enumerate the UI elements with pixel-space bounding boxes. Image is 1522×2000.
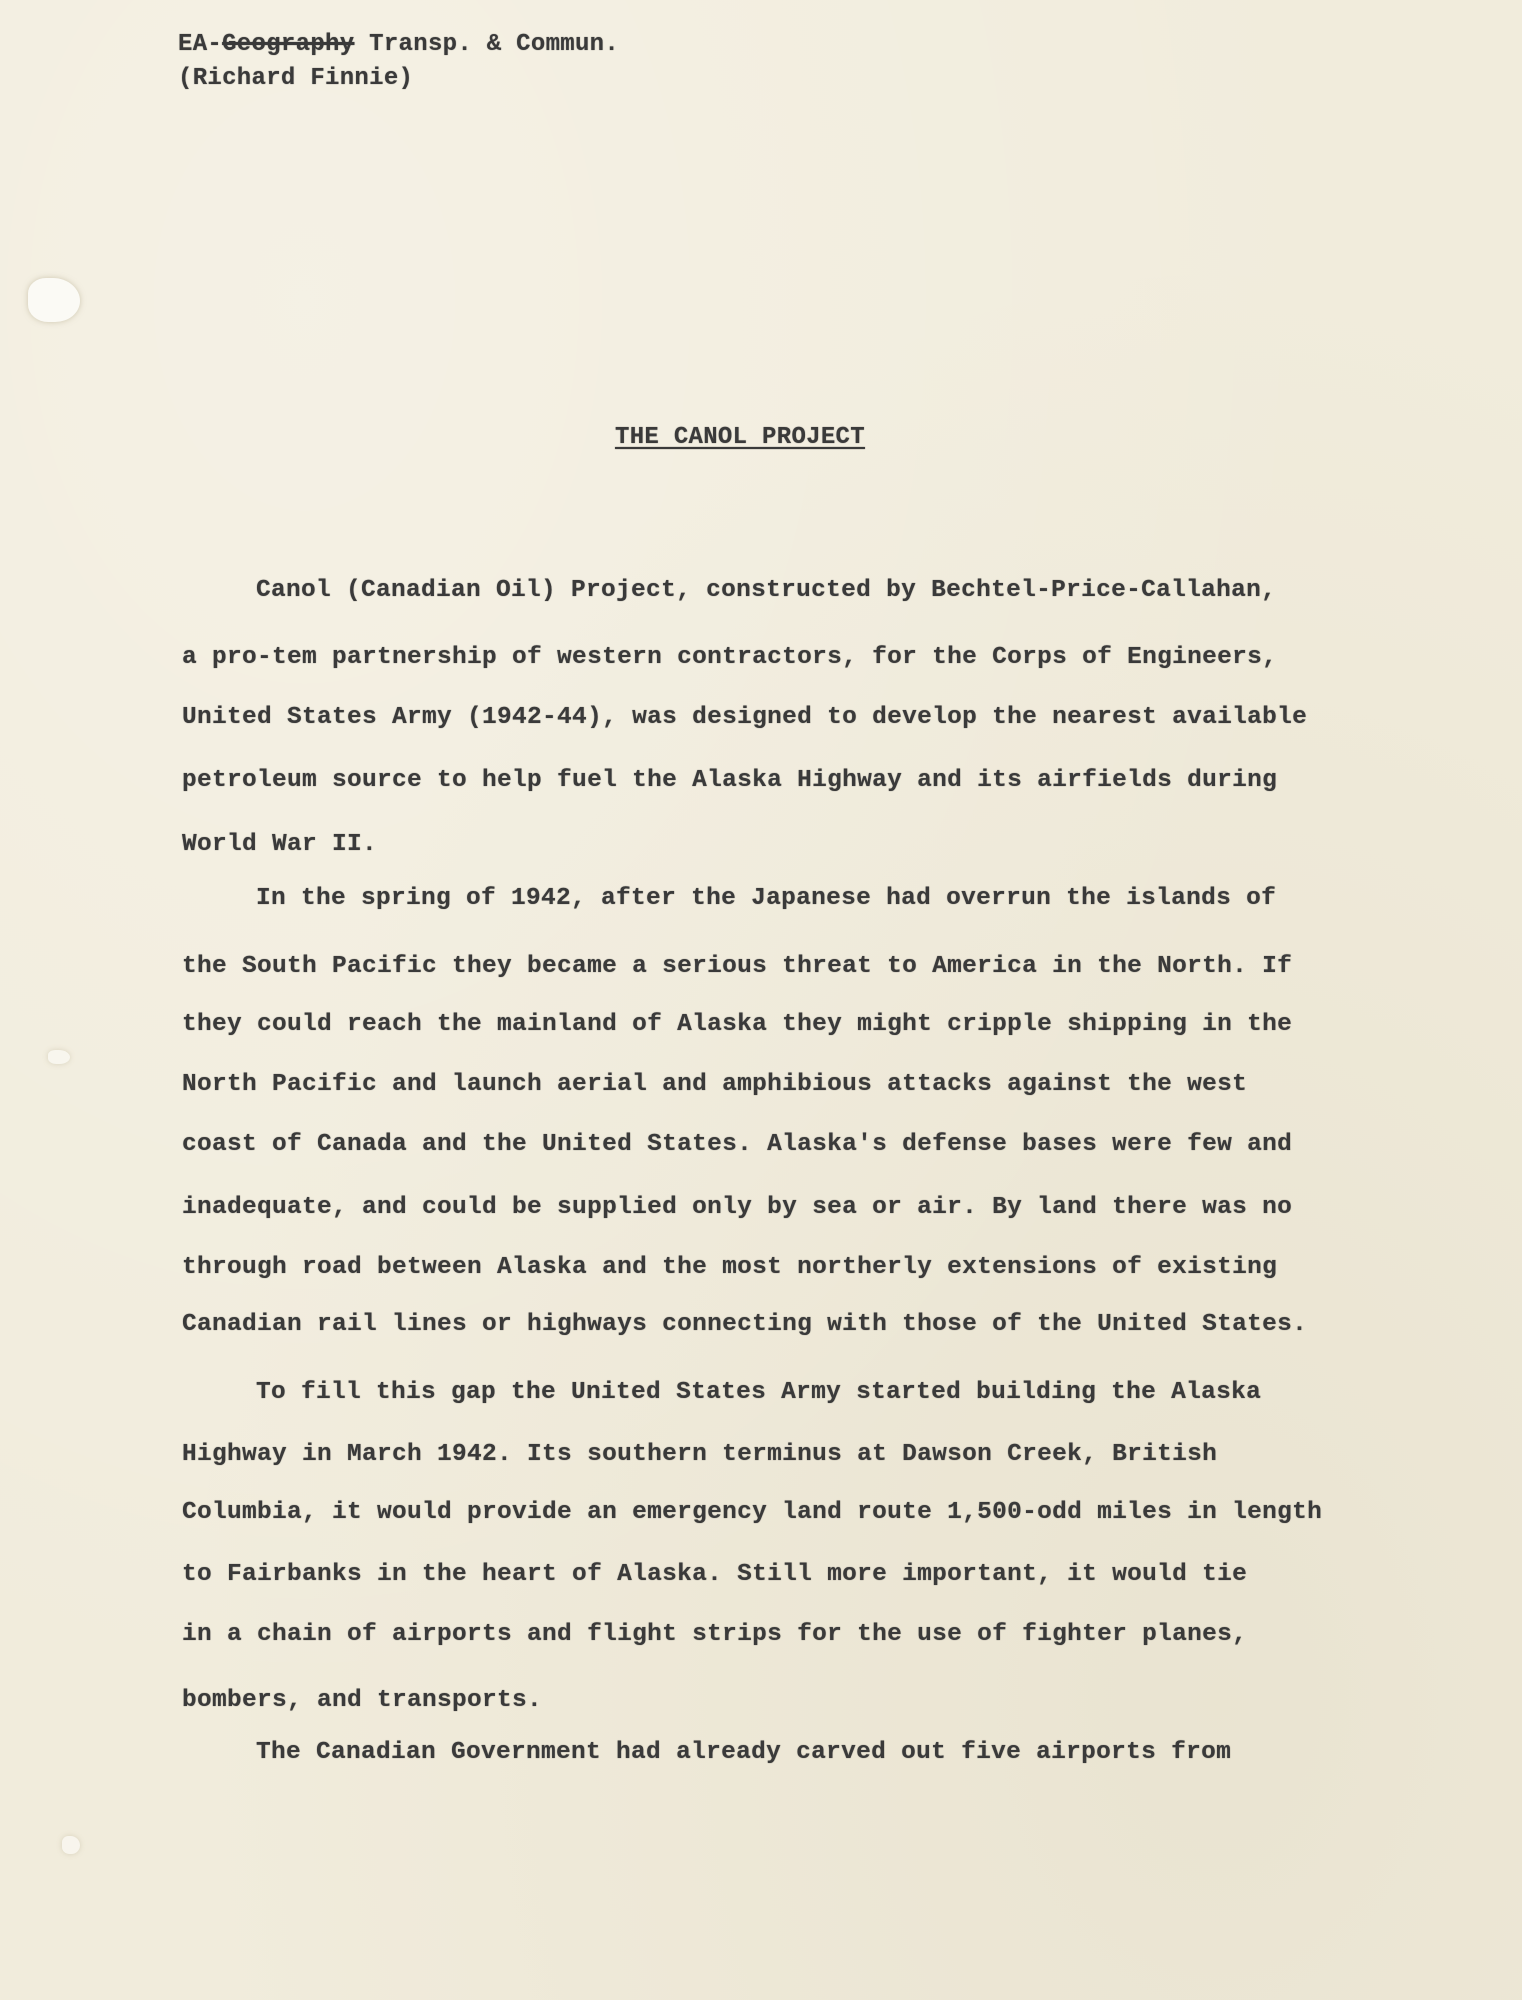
header-struck-word: Geography [222, 31, 355, 58]
body-line: the South Pacific they became a serious threat to America in the North. If [182, 953, 1293, 980]
header-category-line [178, 28, 619, 62]
paper-damage-mark [48, 1050, 70, 1064]
document-title: THE CANOL PROJECT [615, 424, 865, 451]
header-suffix: Transp. & Commun. [354, 31, 620, 58]
body-line: Canol (Canadian Oil) Project, constructed by Bechtel-Price-Callahan, [256, 577, 1277, 604]
header-author-line: (Richard Finnie) [178, 65, 414, 92]
body-line: Highway in March 1942. Its southern terminus at Dawson Creek, British [182, 1441, 1218, 1468]
body-line: coast of Canada and the United States. Alaska's defense bases were few and [182, 1131, 1293, 1158]
body-line: North Pacific and launch aerial and amphibious attacks against the west [182, 1071, 1248, 1098]
body-line: Columbia, it would provide an emergency land route 1,500-odd miles in length [182, 1499, 1323, 1526]
body-line: they could reach the mainland of Alaska they might cripple shipping in the [182, 1011, 1293, 1038]
header-prefix: EA- [178, 31, 223, 58]
body-line: United States Army (1942-44), was designed to develop the nearest available [182, 704, 1308, 731]
body-line: To fill this gap the United States Army started building the Alaska [256, 1379, 1262, 1406]
paper-damage-mark [62, 1836, 80, 1854]
document-header [178, 28, 619, 96]
body-line: inadequate, and could be supplied only by sea or air. By land there was no [182, 1194, 1293, 1221]
body-line: In the spring of 1942, after the Japanese had overrun the islands of [256, 885, 1277, 912]
body-line: in a chain of airports and flight strips for the use of fighter planes, [182, 1621, 1248, 1648]
body-line: a pro-tem partnership of western contractors, for the Corps of Engineers, [182, 644, 1278, 671]
paper-damage-mark [28, 278, 80, 322]
body-line: bombers, and transports. [182, 1687, 543, 1714]
body-line: Canadian rail lines or highways connecting with those of the United States. [182, 1311, 1308, 1338]
body-line: World War II. [182, 831, 378, 858]
body-line: petroleum source to help fuel the Alaska Highway and its airfields during [182, 767, 1278, 794]
body-line: through road between Alaska and the most northerly extensions of existing [182, 1254, 1278, 1281]
body-line: The Canadian Government had already carved out five airports from [256, 1739, 1232, 1766]
body-line: to Fairbanks in the heart of Alaska. Still more important, it would tie [182, 1561, 1248, 1588]
